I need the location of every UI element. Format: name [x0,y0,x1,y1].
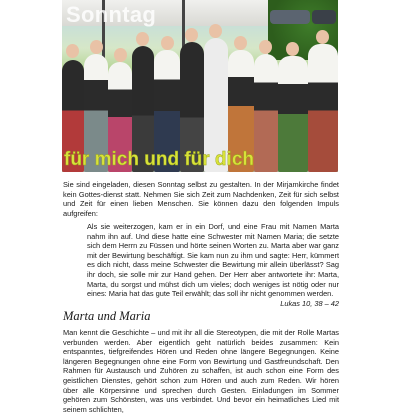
bible-quote [87,222,339,308]
person-head [185,28,198,42]
body-paragraph: Man kennt die Geschichte – und mit ihr all die Stereotypen, die mit der Rolle Martas verbunden werden. Aber eigentlich geht natürlich beides zusammen: Kein entspanntes, tiefgreifendes Hören und Reden ohne längere Begegnungen. Keine längeren Begegnungen ohne eine Form von Bewirtung und Gastfreundschaft. Den Rahmen für Austausch und Zuhören zu schaffen, ist auch schon eine Form des geistlichen Dienstes, gehört schon zum Hören und auch zum Reden. Wir hören über alle Körpersinne und sprechen durch Gesten. Einladungen im Sommer gehören zum Schönsten, was uns verbindet. Und bevor ein heimatliches Lied mit seinem schlichten, [63,328,339,414]
person-head [286,42,299,56]
person-figure [254,54,278,172]
quote-reference: Lukas 10, 38 – 42 [280,298,339,308]
person-head [209,24,222,38]
quote-text: Als sie weiterzogen, kam er in ein Dorf, und eine Frau mit Namen Marta nahm ihn auf. Und diese hatte eine Schwester mit Namen Maria; die setzte sich dem Herrn zu Füssen und hörte seinen Worten zu. Marta aber war ganz mit der Bewirtung beschäftigt. Sie kam nun zu ihm und sagte: Herr, kümmert es dich nicht, dass meine Schwester die Bewirtung mir allein überlässt? Sag ihr doch, sie solle mir zur Hand gehen. Der Herr aber antwortete ihr: Marta, Marta, du sorgst und mühst dich um vieles; doch weniges ist nötig oder nur eines: Maria hat das gute Teil erwählt; das soll ihr nicht genommen werden. [87,222,339,299]
person-head [259,40,272,54]
photo-title-overlay: Sonntag [66,2,157,27]
person-head [66,44,79,58]
person-head [114,48,127,62]
person-head [90,40,103,54]
header-photo [62,0,338,172]
person-head [161,36,174,50]
person-head [136,32,149,46]
intro-paragraph: Sie sind eingeladen, diesen Sonntag selbst zu gestalten. In der Mirjamkirche findet kein Gottes-dienst statt. Nehmen Sie sich Zeit zum Nachdenken, Zeit für sich selbst und Zeit für einen lieben Menschen. Sie können dazu den folgenden Impuls aufgreifen: [63,180,339,218]
person-figure [278,56,308,172]
person-head [234,36,247,50]
photo-subtitle-overlay: für mich und für dich [64,149,254,170]
person-head [316,30,329,44]
section-heading: Marta und Maria [63,309,151,323]
car [312,10,336,24]
car [270,10,310,24]
person-figure [308,44,338,172]
